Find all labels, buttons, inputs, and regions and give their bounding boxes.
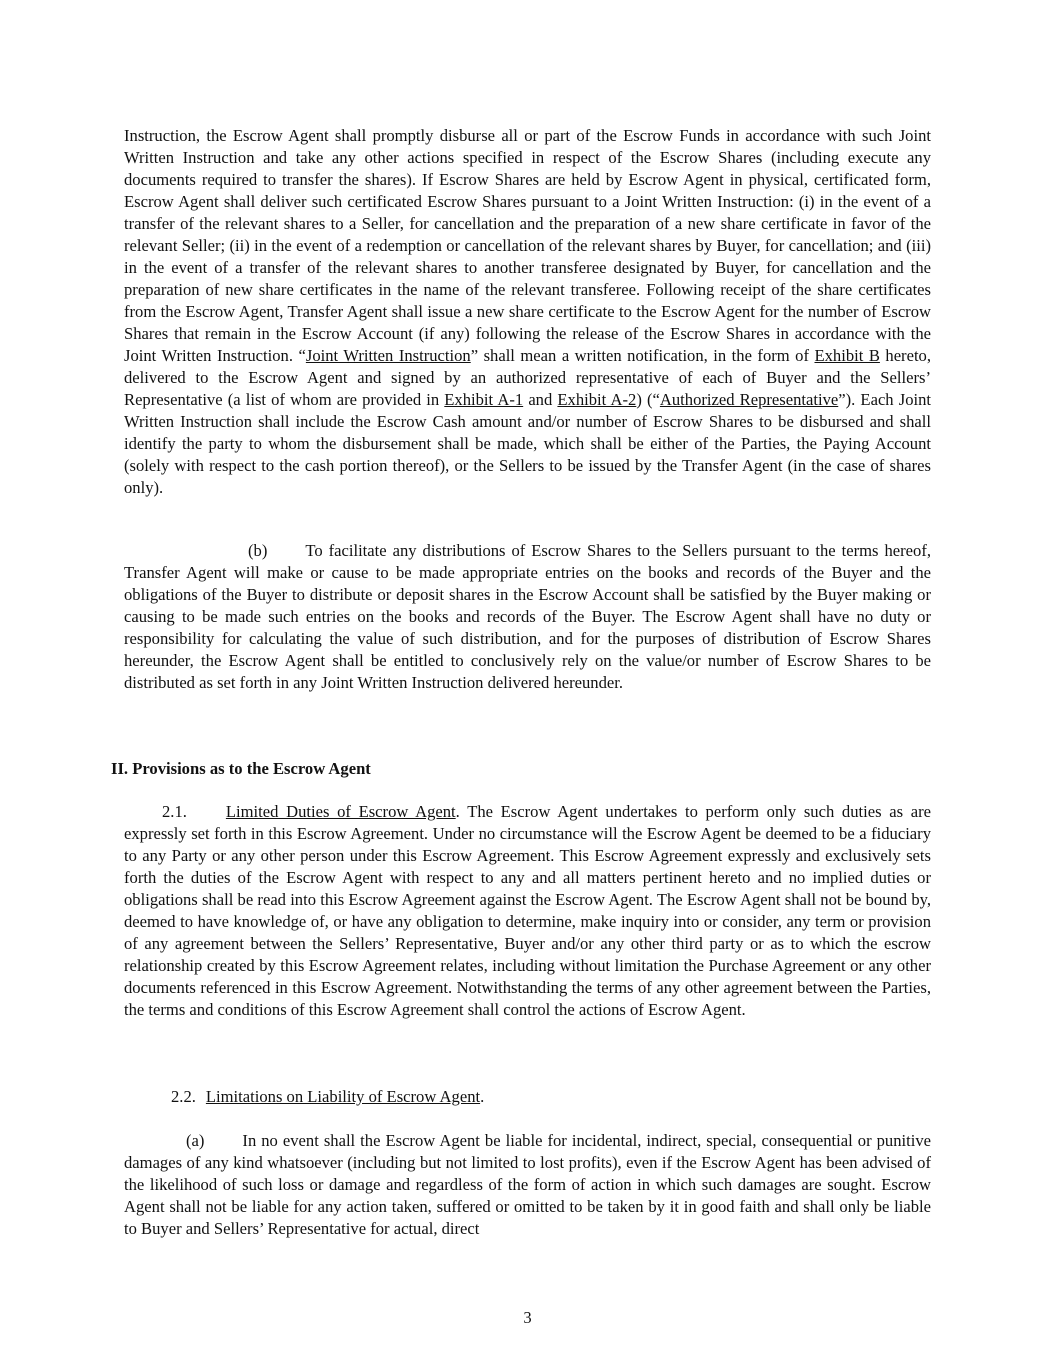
section-2-2 (124, 1086, 931, 1108)
section-title: Limitations on Liability of Escrow Agent (205, 1087, 481, 1106)
text-segment: ) (“ (636, 390, 660, 409)
defined-term-authorized-representative: Authorized Representative (659, 390, 839, 409)
section-number: 2.1. (162, 802, 187, 821)
text-segment: ” shall mean a written notification, in the form of (470, 346, 815, 365)
text-segment: hereto, delivered to the Escrow Agent and signed by an authorized representative of each of Buyer and the Sellers’ Representative (a list of whom are provided in (124, 346, 931, 409)
section-title: Limited Duties of Escrow Agent (225, 802, 456, 821)
reference-exhibit-a-2: Exhibit A-2 (557, 390, 637, 409)
paragraph-text: To facilitate any distributions of Escrow Shares to the Sellers pursuant to the terms hereof, Transfer Agent will make or cause to be made appropriate entries on the books and records of the Buyer and the obligations of the Buyer to distribute or deposit shares in the Escrow Account shall be satisfied by the Buyer making or causing to be made such entries on the books and records of the Buyer. The Escrow Agent shall have no duty or responsibility for calculating the value of such distribution, and for the purposes of distribution of Escrow Shares hereunder, the Escrow Agent shall be entitled to conclusively rely on the value/or number of Escrow Shares to be distributed as set forth in any Joint Written Instruction delivered hereunder. (124, 541, 931, 692)
section-heading: II. Provisions as to the Escrow Agent (111, 759, 371, 778)
paragraph-a (124, 1130, 931, 1240)
section-text: . The Escrow Agent undertakes to perform only such duties as are expressly set forth in this Escrow Agreement. Under no circumstance will the Escrow Agent be deemed to be a fiduciary to any Party or any other person under this Escrow Agreement. This Escrow Agreement expressly and exclusively sets forth the duties of the Escrow Agent with respect to any and all matters pertinent hereto and no implied duties or obligations shall be read into this Escrow Agreement against the Escrow Agent. The Escrow Agent shall not be bound by, deemed to have knowledge of, or have any obligation to determine, make inquiry into or consider, any term or provision of any agreement between the Sellers’ Representative, Buyer and/or any other third party or as to which the escrow relationship created by this Escrow Agreement relates, including without limitation the Purchase Agreement or any other documents referenced in this Escrow Agreement. Notwithstanding the terms of any other agreement between the Parties, the terms and conditions of this Escrow Agreement shall control the actions of Escrow Agent. (124, 802, 931, 1019)
section-number: 2.2. (171, 1087, 196, 1106)
text-segment: and (523, 390, 558, 409)
paragraph-b (124, 540, 931, 694)
section-trail: . (480, 1087, 485, 1106)
page-number: 3 (523, 1308, 532, 1327)
text-segment: Instruction, the Escrow Agent shall promptly disburse all or part of the Escrow Funds in accordance with such Joint Written Instruction and take any other actions specified in respect of the Escrow Shares (including execute any documents required to transfer the shares). If Escrow Shares are held by Escrow Agent in physical, certificated form, Escrow Agent shall deliver such certificated Escrow Shares pursuant to a Joint Written Instruction: (i) in the event of a transfer of the relevant shares to a Seller, for cancellation and the preparation of a new share certificate in favor of the relevant Seller; (ii) in the event of a redemption or cancellation of the relevant shares by Buyer, for cancellation; and (iii) in the event of a transfer of the relevant shares to another transferee designated by Buyer, for cancellation and the preparation of new share certificates in the name of the relevant transferee. Following receipt of the share certificates from the Escrow Agent, Transfer Agent shall issue a new share certificate to the Escrow Agent for the number of Escrow Shares that remain in the Escrow Account (if any) following the release of the Escrow Shares in accordance with the Joint Written Instruction. “ (124, 126, 931, 365)
paragraph-marker: (b) (248, 541, 268, 560)
paragraph-marker: (a) (186, 1131, 205, 1150)
section-2-1 (124, 801, 931, 1021)
reference-exhibit-a-1: Exhibit A-1 (444, 390, 524, 409)
paragraph-text: In no event shall the Escrow Agent be liable for incidental, indirect, special, consequential or punitive damages of any kind whatsoever (including but not limited to lost profits), even if the Escrow Agent has been advised of the likelihood of such loss or damage and regardless of the form of action in which such damages are sought. Escrow Agent shall not be liable for any action taken, suffered or omitted to be taken by it in good faith and shall only be liable to Buyer and Sellers’ Representative for actual, direct (124, 1131, 931, 1238)
reference-exhibit-b: Exhibit B (814, 346, 880, 365)
defined-term-joint-written-instruction: Joint Written Instruction (305, 346, 471, 365)
paragraph-joint-written-instruction (124, 125, 931, 499)
text-segment: ”). Each Joint Written Instruction shall include the Escrow Cash amount and/or number of Escrow Shares to be disbursed and shall identify the party to whom the disbursement shall be made, which shall be either of the Parties, the Paying Account (solely with respect to the cash portion thereof), or the Sellers to be issued by the Transfer Agent (in the case of shares only). (124, 390, 932, 497)
